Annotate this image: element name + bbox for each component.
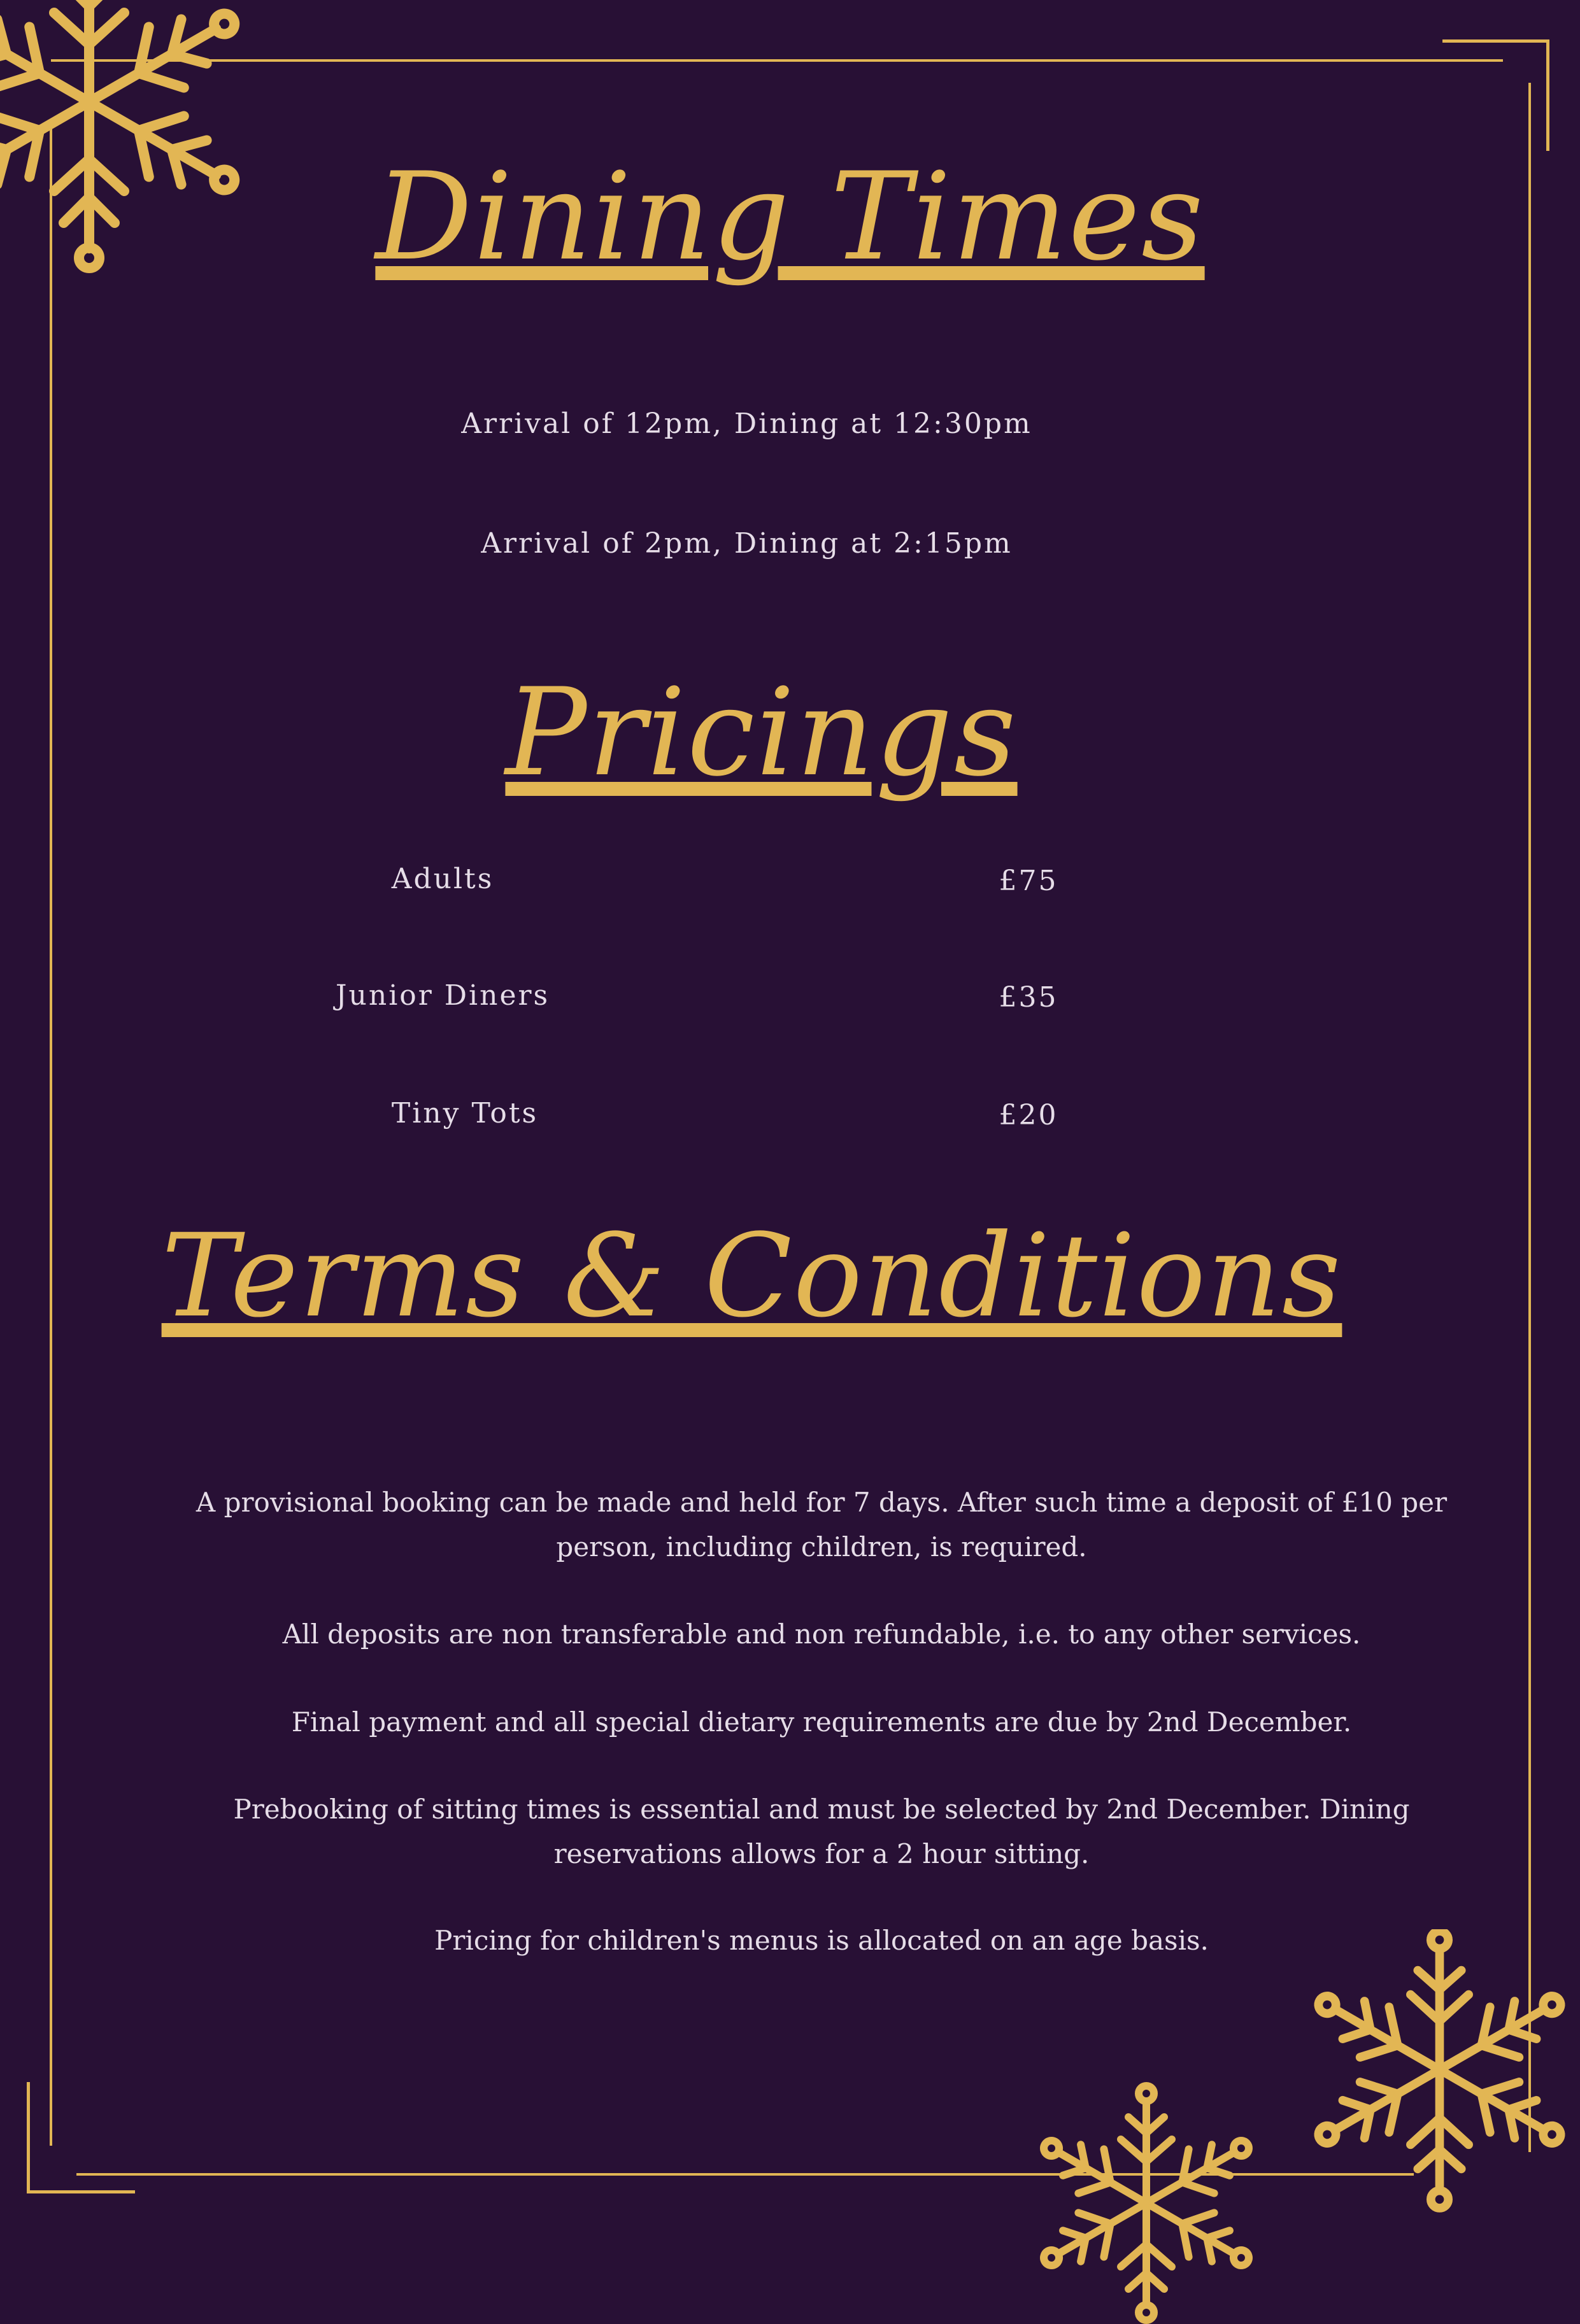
terms-paragraph: A provisional booking can be made and held for 7 days. After such time a deposit of £10 per person, including children, is required. [196, 1487, 1448, 1562]
frame-right-line [1528, 83, 1531, 2152]
corner-bracket-top-right-h [1442, 39, 1549, 43]
corner-bracket-bottom-left-h [27, 2190, 135, 2193]
frame-top-line [51, 59, 1503, 62]
terms-paragraph: Final payment and all special dietary requirements are due by 2nd December. [291, 1706, 1352, 1738]
terms-title [0, 1210, 1542, 1343]
terms-paragraph: Prebooking of sitting times is essential and must be selected by 2nd December. Dining reservations allows for a 2 hour sitting. [233, 1794, 1410, 1869]
dining-times-title [0, 146, 1580, 287]
corner-bracket-bottom-left-v [27, 2082, 30, 2193]
price-value-adults: £75 [999, 865, 1058, 897]
pricings-title-text: Pricings [505, 662, 1018, 803]
dining-slot: Arrival of 2pm, Dining at 2:15pm [481, 527, 1013, 560]
price-value-junior: £35 [999, 981, 1058, 1014]
snowflake-icon [1025, 2082, 1267, 2324]
terms-paragraph: Pricing for children's menus is allocated on an age basis. [434, 1925, 1209, 1956]
price-value-tiny-tots: £20 [999, 1099, 1058, 1131]
corner-bracket-top-right-v [1546, 39, 1549, 151]
terms-title-text: Terms & Conditions [161, 1210, 1342, 1343]
terms-paragraph: All deposits are non transferable and non refundable, i.e. to any other services. [282, 1619, 1361, 1650]
price-label-junior: Junior Diners [335, 979, 550, 1012]
snowflake-icon [1299, 1929, 1580, 2234]
dining-times-title-text: Dining Times [375, 146, 1205, 287]
price-label-tiny-tots: Tiny Tots [391, 1097, 539, 1130]
pricings-title [0, 662, 1551, 803]
price-label-adults: Adults [391, 863, 494, 895]
dining-slot: Arrival of 12pm, Dining at 12:30pm [461, 407, 1032, 440]
